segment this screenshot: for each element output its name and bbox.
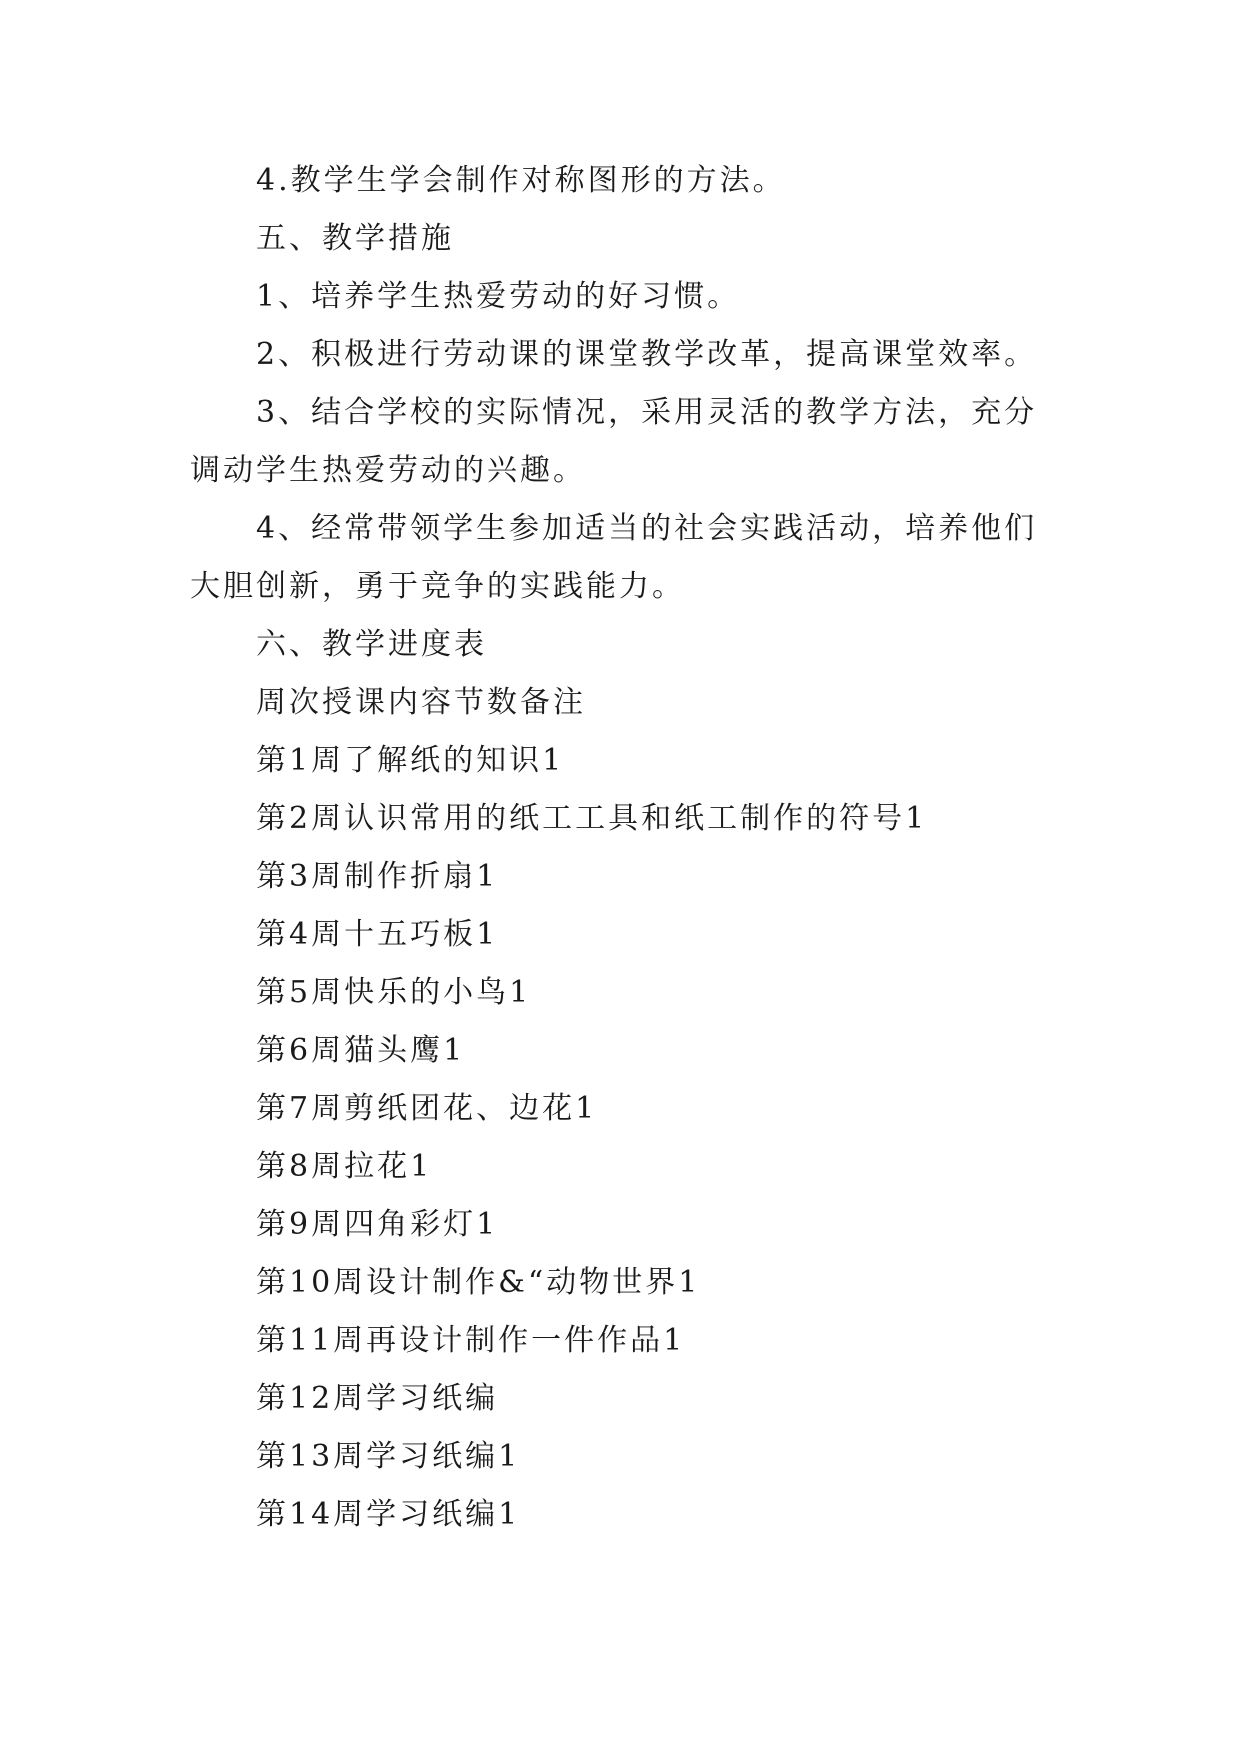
section-heading-schedule: 六、教学进度表 bbox=[256, 627, 487, 662]
schedule-row-week-10: 第10周设计制作&“动物世界1 bbox=[256, 1265, 701, 1300]
paragraph-goal-4: 4.教学生学会制作对称图形的方法。 bbox=[256, 163, 786, 198]
paragraph-measure-4: 4、经常带领学生参加适当的社会实践活动，培养他们大胆创新，勇于竞争的实践能力。 bbox=[190, 511, 1038, 604]
schedule-row-week-7: 第7周剪纸团花、边花1 bbox=[256, 1091, 598, 1126]
schedule-row-week-14: 第14周学习纸编1 bbox=[256, 1497, 521, 1532]
schedule-row-week-5: 第5周快乐的小鸟1 bbox=[256, 975, 532, 1010]
schedule-row-week-9: 第9周四角彩灯1 bbox=[256, 1207, 499, 1242]
document-body bbox=[190, 152, 1050, 1544]
schedule-row-week-2: 第2周认识常用的纸工工具和纸工制作的符号1 bbox=[256, 801, 928, 836]
schedule-row-week-8: 第8周拉花1 bbox=[256, 1149, 433, 1184]
section-heading-teaching-measures: 五、教学措施 bbox=[256, 221, 454, 256]
schedule-row-week-4: 第4周十五巧板1 bbox=[256, 917, 499, 952]
paragraph-measure-3: 3、结合学校的实际情况，采用灵活的教学方法，充分调动学生热爱劳动的兴趣。 bbox=[190, 395, 1038, 488]
schedule-row-week-3: 第3周制作折扇1 bbox=[256, 859, 499, 894]
schedule-row-week-12: 第12周学习纸编 bbox=[256, 1381, 499, 1416]
paragraph-measure-2: 2、积极进行劳动课的课堂教学改革，提高课堂效率。 bbox=[256, 337, 1038, 372]
paragraph-measure-1: 1、培养学生热爱劳动的好习惯。 bbox=[256, 279, 741, 314]
schedule-row-week-6: 第6周猫头鹰1 bbox=[256, 1033, 466, 1068]
schedule-header-row: 周次授课内容节数备注 bbox=[256, 685, 586, 720]
schedule-row-week-13: 第13周学习纸编1 bbox=[256, 1439, 521, 1474]
schedule-row-week-11: 第11周再设计制作一件作品1 bbox=[256, 1323, 686, 1358]
schedule-row-week-1: 第1周了解纸的知识1 bbox=[256, 743, 565, 778]
